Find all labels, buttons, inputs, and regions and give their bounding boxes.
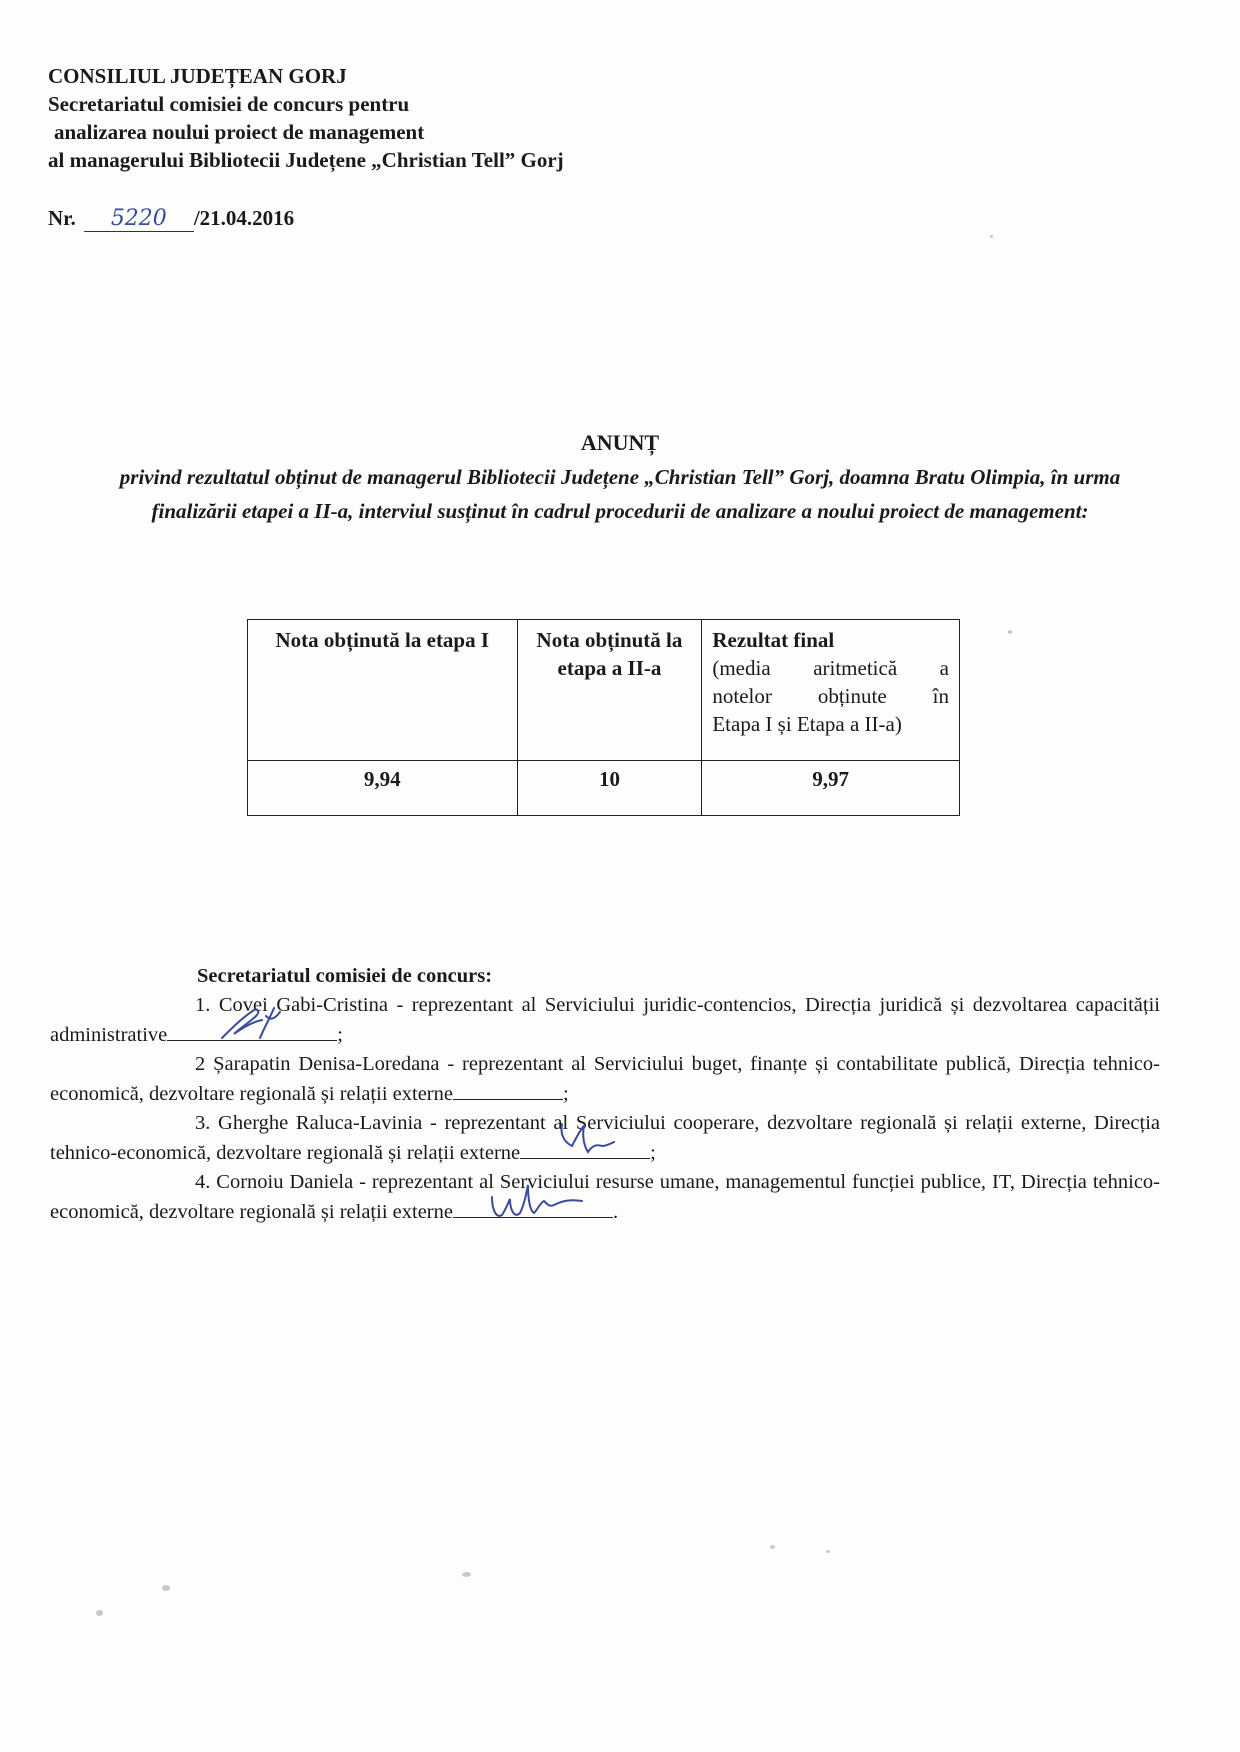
member-3-text: 3. Gherghe Raluca-Lavinia - reprezentant al Serviciului cooperare, dezvoltare regională și relații externe, Direcția tehnico-economică, dezvoltare regională și relații externe — [50, 1112, 1160, 1164]
results-table — [247, 619, 960, 816]
handwritten-number: 5220 — [84, 206, 194, 232]
member-1-text: 1. Covei Gabi-Cristina - reprezentant al Serviciului juridic-contencios, Direcția juridică și dezvoltarea capacității administrative — [50, 994, 1160, 1046]
scan-speck — [462, 1572, 471, 1577]
member-4-end: . — [612, 1201, 619, 1223]
announcement-title: ANUNȚ — [580, 430, 660, 455]
handwritten-signature-1 — [212, 998, 292, 1048]
score-stage-1: 9,94 — [248, 761, 518, 816]
member-1-end: ; — [337, 1024, 343, 1046]
handwritten-signature-3 — [550, 1116, 620, 1162]
signature-line-2 — [453, 1079, 563, 1100]
announcement-subtitle: privind rezultatul obținut de managerul Bibliotecii Județene „Christian Tell” Gorj, doamna Bratu Olimpia, în urma finalizării etapei a II-a, interviul susținut în cadrul procedurii de analizare a noului proiect de management: — [119, 465, 1121, 523]
scan-speck — [1008, 630, 1012, 634]
scan-speck — [96, 1610, 103, 1616]
scan-speck — [826, 1550, 830, 1553]
scan-speck — [162, 1585, 170, 1591]
signature-line-4 — [453, 1197, 613, 1218]
score-stage-2: 10 — [517, 761, 702, 816]
registration-number — [48, 206, 294, 232]
header-final-desc-2: notelor obținute în — [712, 684, 949, 708]
scan-speck — [990, 235, 993, 238]
header-stage-1: Nota obținută la etapa I — [248, 620, 518, 761]
header-line-2: Secretariatul comisiei de concurs pentru — [48, 92, 410, 116]
score-final: 9,97 — [702, 761, 960, 816]
results-header-row — [248, 620, 960, 761]
results-value-row — [248, 761, 960, 816]
header-line-3: analizarea noului proiect de management — [54, 120, 425, 144]
signature-line-1 — [167, 1020, 337, 1041]
member-3-end: ; — [650, 1142, 656, 1164]
secretariat-section — [50, 962, 1160, 1227]
registration-prefix: Nr. — [48, 206, 76, 230]
scan-speck — [770, 1545, 775, 1549]
member-4 — [50, 1168, 1160, 1227]
secretariat-title: Secretariatul comisiei de concurs: — [197, 965, 493, 987]
member-2-end: ; — [562, 1083, 569, 1105]
header-final-title: Rezultat final — [712, 628, 835, 652]
member-3 — [50, 1109, 1160, 1168]
document-header — [48, 62, 564, 174]
institution-name: CONSILIUL JUDEȚEAN GORJ — [48, 64, 347, 88]
header-final-desc-3: Etapa I și Etapa a II-a) — [712, 712, 902, 736]
member-1 — [50, 991, 1160, 1050]
header-stage-2: Nota obținută la etapa a II-a — [517, 620, 702, 761]
handwritten-signature-4 — [478, 1175, 588, 1225]
signature-line-3 — [520, 1138, 650, 1159]
member-2 — [50, 1050, 1160, 1109]
member-2-text: 2 Șarapatin Denisa-Loredana - reprezentant al Serviciului buget, finanțe și contabilitate publică, Direcția tehnico-economică, dezvoltare regională și relații externe — [50, 1053, 1160, 1105]
registration-date: /21.04.2016 — [193, 206, 295, 230]
header-final-result — [702, 620, 960, 761]
header-final-desc-1: (media aritmetică a — [712, 656, 949, 680]
header-line-4: al managerului Bibliotecii Județene „Christian Tell” Gorj — [48, 148, 564, 172]
member-4-text: 4. Cornoiu Daniela - reprezentant al Serviciului resurse umane, managementul funcției publice, IT, Direcția tehnico-economică, dezvoltare regională și relații externe — [50, 1171, 1160, 1223]
